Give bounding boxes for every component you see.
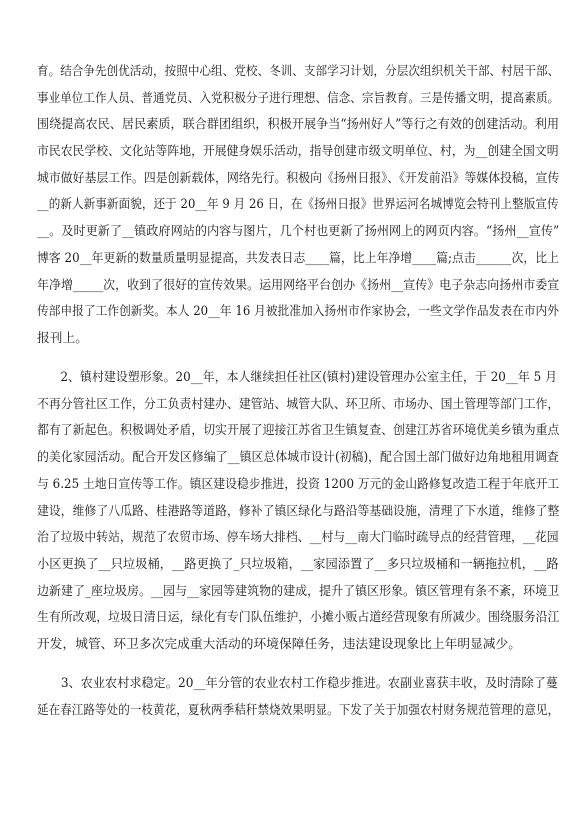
text-line: 报刊上。	[37, 329, 88, 345]
text-line: 与 6.25 土地日宣传等工作。镇区建设稳步推进，投资 1200 万元的金山路修复改造工程于年底开工	[37, 475, 560, 491]
text-line: 博客 20__年更新的数量质量明显提高，共发表日志____篇，比上年净增____篇;点击______次，比上	[37, 249, 559, 265]
document-body	[37, 58, 559, 724]
text-line: 年净增_____次，收到了很好的宣传效果。运用网络平台创办《扬州__宣传》电子杂志向扬州市委宣	[37, 276, 559, 292]
text-line: 市民农民学校、文化站等阵地，开展健身娱乐活动，指导创建市级文明单位、村，为__创建全国文明	[37, 143, 559, 159]
text-line: 围绕提高农民、居民素质，联合群团组织，积极开展争当“扬州好人”等行之有效的创建活动。利用	[37, 116, 560, 132]
text-line: 生有所改观，垃圾日清日运，绿化有专门队伍维护，小摊小贩占道经营现象有所减少。围绕服务沿江	[37, 609, 559, 625]
text-line: 治了垃圾中转站，规范了农贸市场、停车场大排档、__村与__南大门临时疏导点的经营管理，__花园	[37, 529, 559, 545]
paragraph-spacer	[37, 352, 559, 365]
text-line: 开发，城管、环卫多次完成重大活动的环境保障任务，违法建设现象比上年明显减少。	[37, 635, 522, 651]
text-line: 不再分管社区工作，分工负责村建办、建管站、城管大队、环卫所、市场办、国土管理等部门工作，	[37, 395, 559, 411]
text-line: 传部申报了工作创新奖。本人 20__年 16 月被批准加入扬州市作家协会，一些文学作品发表在市内外	[37, 303, 559, 319]
text-line: 边新建了_座垃圾房。__园与__家园等建筑物的建成，提升了镇区形象。镇区管理有条不紊，环境卫	[37, 582, 559, 598]
text-line: 都有了新起色。积极调处矛盾，切实开展了迎接江苏省卫生镇复查、创建江苏省环境优美乡镇为重点	[37, 422, 559, 438]
paragraph-spacer	[37, 658, 559, 671]
text-line: 小区更换了__只垃圾桶，__路更换了_只垃圾箱，__家园添置了__多只垃圾桶和一辆拖拉机，__路	[37, 555, 559, 571]
text-line: 建设，维修了八瓜路、桂港路等道路，修补了镇区绿化与路沿等基础设施，清理了下水道，维修了整	[37, 502, 559, 518]
text-line: 的美化家园活动。配合开发区修编了__镇区总体城市设计(初稿)，配合国土部门做好边角地租用调查	[37, 449, 559, 465]
text-line: 延在春江路等处的一枝黄花，夏秋两季秸秆禁烧效果明显。下发了关于加强农村财务规范管理的意见，	[37, 701, 560, 717]
text-line: 事业单位工作人员、普通党员、入党积极分子进行理想、信念、宗旨教育。三是传播文明，提高素质。	[37, 89, 560, 105]
paragraph-agriculture	[37, 670, 559, 723]
text-line: 城市做好基层工作。四是创新载体，网络先行。积极向《扬州日报》、《开发前沿》等媒体投稿，宣传	[37, 169, 559, 185]
text-line: 育。结合争先创优活动，按照中心组、党校、冬训、支部学习计划，分层次组织机关干部、村居干部、	[37, 63, 560, 78]
text-line: __。及时更新了__镇政府网站的内容与图片，几个村也更新了扬州网上的网页内容。“扬州__宣传”	[37, 223, 560, 239]
paragraph-town-construction	[37, 364, 559, 658]
text-line: __的新人新事新面貌，还于 20__年 9 月 26 日，在《扬州日报》世界运河名城博览会特刊上整版宣传	[37, 196, 559, 212]
paragraph-propaganda	[37, 58, 559, 352]
text-line: 2、镇村建设塑形象。20__年，本人继续担任社区(镇村)建设管理办公室主任，于 20__年 5 月	[60, 369, 558, 385]
text-line: 3、农业农村求稳定。20__年分管的农业农村工作稳步推进。农副业喜获丰收，及时清除了蔓	[60, 675, 559, 691]
